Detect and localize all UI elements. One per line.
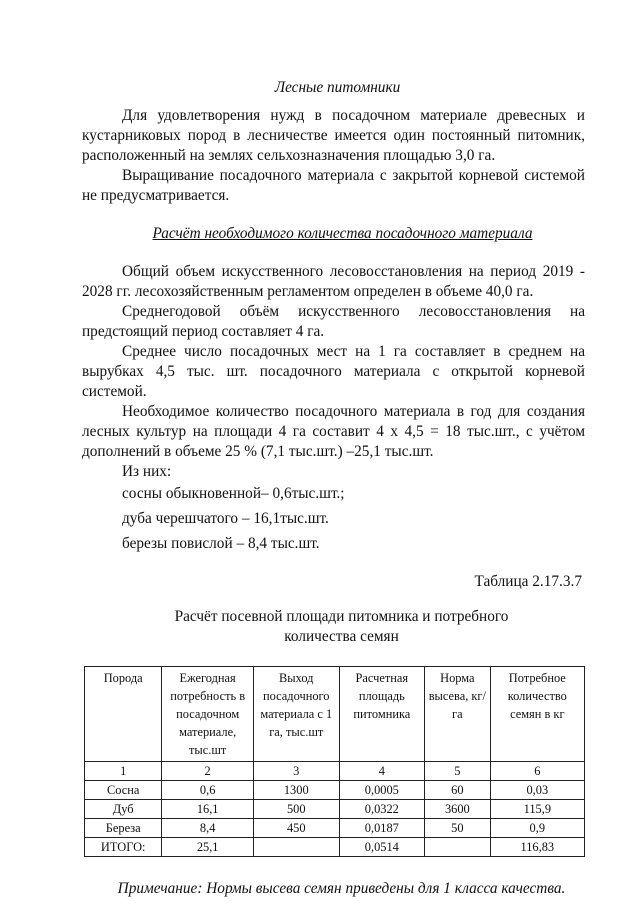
table-cell: Дуб: [85, 800, 162, 819]
table-cell: 5: [425, 762, 491, 781]
table-col-number-row: [85, 762, 585, 781]
table-cell: 0,0322: [339, 800, 424, 819]
table-cell: 0,6: [162, 781, 254, 800]
calc-paragraph-4: Необходимое количество посадочного материала в год для создания лесных культур на площади 4 га составит 4 х 4,5 = 18 тыс.шт., с учётом дополнений в объеме 25 % (7,1 тыс.шт.) –25,1 тыс.шт.: [82, 403, 585, 460]
calc-paragraph-3: Среднее число посадочных мест на 1 га составляет в среднем на вырубках 4,5 тыс. шт. посадочного материала с открытой корневой системой.: [82, 343, 585, 400]
table-cell: 4: [339, 762, 424, 781]
table-cell: 500: [253, 800, 339, 819]
table-cell: 450: [253, 819, 339, 838]
list-item: дуба черешчатого – 16,1тыс.шт.: [122, 510, 329, 527]
table-cell: 1300: [253, 781, 339, 800]
table-note: Примечание: Нормы высева семян приведены для 1 класса качества.: [117, 880, 566, 898]
header-annual-need: Ежегодная потребность в посадочном материале, тыс.шт: [162, 667, 254, 762]
calc-section-title: Расчёт необходимого количества посадочного материала: [152, 225, 533, 242]
table-total-row: [85, 838, 585, 857]
header-species: Порода: [85, 667, 162, 762]
table-cell: 0,9: [490, 819, 584, 838]
table-cell: 115,9: [490, 800, 584, 819]
table-title-line-1: Расчёт посевной площади питомника и потребного: [174, 608, 509, 626]
header-seeding-rate: Норма высева, кг/га: [425, 667, 491, 762]
table-cell: 0,0187: [339, 819, 424, 838]
table-cell: 8,4: [162, 819, 254, 838]
species-list: [82, 484, 585, 554]
table-cell: 116,83: [490, 838, 584, 857]
intro-paragraph-2: Выращивание посадочного материала с закрытой корневой системой не предусматривается.: [82, 167, 585, 204]
table-row: [85, 800, 585, 819]
table-cell: ИТОГО:: [85, 838, 162, 857]
intro-paragraph-1: Для удовлетворения нужд в посадочном материале древесных и кустарниковых пород в лесничестве имеется один постоянный питомник, расположенный на землях сельхозназначения площадью 3,0 га.: [82, 107, 585, 164]
header-seed-need: Потребное количество семян в кг: [490, 667, 584, 762]
table-cell: 2: [162, 762, 254, 781]
calc-paragraph-1: Общий объем искусственного лесовосстановления на период 2019 - 2028 гг. лесохозяйственным регламентом определен в объеме 40,0 га.: [82, 263, 585, 300]
table-cell: [425, 838, 491, 857]
section-title: Лесные питомники: [274, 79, 401, 96]
table-cell: 0,0005: [339, 781, 424, 800]
table-row: [85, 781, 585, 800]
table-cell: Береза: [85, 819, 162, 838]
table-cell: Сосна: [85, 781, 162, 800]
table-cell: 16,1: [162, 800, 254, 819]
table-cell: 60: [425, 781, 491, 800]
table-title-line-2: количества семян: [284, 628, 399, 646]
nursery-table: [84, 666, 585, 857]
of-them-label: Из них:: [122, 463, 172, 480]
calc-paragraph-2: Среднегодовой объём искусственного лесовосстановления на предстоящий период составляет 4 га.: [82, 303, 585, 340]
table-cell: 50: [425, 819, 491, 838]
table-cell: 1: [85, 762, 162, 781]
table-number: Таблица 2.17.3.7: [474, 573, 582, 590]
table-cell: 6: [490, 762, 584, 781]
list-item: сосны обыкновенной– 0,6тыс.шт.;: [122, 485, 345, 502]
table-row: [85, 819, 585, 838]
header-area: Расчетная площадь питомника: [339, 667, 424, 762]
table-cell: [253, 838, 339, 857]
table-cell: 25,1: [162, 838, 254, 857]
table-cell: 3: [253, 762, 339, 781]
table-header-row: [85, 667, 585, 762]
table-cell: 3600: [425, 800, 491, 819]
list-item: березы повислой – 8,4 тыс.шт.: [122, 535, 320, 552]
table-cell: 0,03: [490, 781, 584, 800]
header-yield: Выход посадочного материала с 1 га, тыс.шт: [253, 667, 339, 762]
table-cell: 0,0514: [339, 838, 424, 857]
